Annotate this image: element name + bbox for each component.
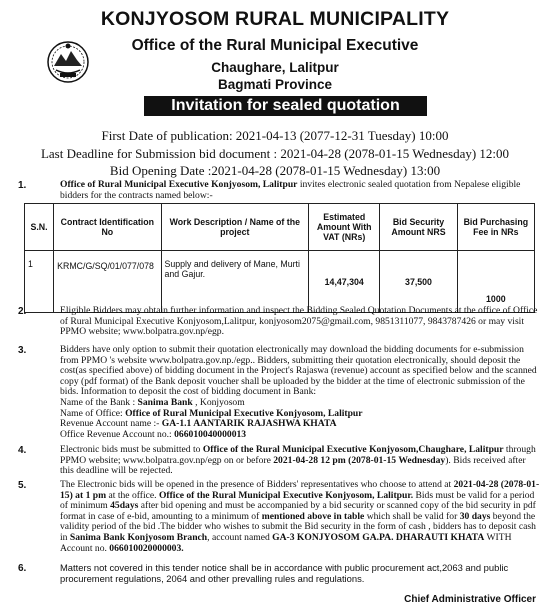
text-fragment: , account named xyxy=(207,531,273,543)
office-title: Office of the Rural Municipal Executive xyxy=(131,37,419,54)
invitation-banner: Invitation for sealed quotation xyxy=(144,96,427,116)
bold-fragment: 2021-04-28 12 pm (2078-01-15 Wednesday xyxy=(273,454,446,466)
column-header-estimated-amount: Estimated Amount With VAT (NRs) xyxy=(309,204,380,251)
text-fragment: through PPMO website; www.bolpatra.gov.np/egp on or before xyxy=(60,444,536,466)
revenue-account-name: GA-1.1 AANTARIK RAJASHWA KHATA xyxy=(161,418,337,430)
bold-fragment: Sanima Bank Konjyosom Branch xyxy=(69,531,208,543)
text-fragment: Bids must be valid for a period of minimum xyxy=(60,489,535,512)
submission-paragraph xyxy=(60,345,540,440)
section-number: 1. xyxy=(18,180,27,191)
submission-text: Bidders have only option to submit their quotation electronically may download the bidding documents for e-submission from PPMO 's website www.bolpatra.gov.np./egp.. Bidders, submitting their quotation electronically, should deposit the cost(as specified above) of bidding document in the Project's Rajaswa (revenue) account as specified below and the scanned copy (pdf format) of the Bank deposit voucher shall be uploaded by the bidder at the time of electronic submission of the bids. Information to deposit the cost of bidding document in Bank: xyxy=(60,344,537,398)
bold-fragment: 30 days xyxy=(459,510,491,522)
column-header-bid-security: Bid Security Amount NRS xyxy=(380,204,457,251)
e-submission-paragraph xyxy=(60,445,540,477)
text-fragment: WITH Account no. xyxy=(60,531,512,554)
section-number: 2. xyxy=(18,306,27,317)
revenue-account-number: 066010040000013 xyxy=(174,428,247,440)
bold-fragment: mentioned above in table xyxy=(261,510,365,522)
revenue-name-label: Revenue Account name :- xyxy=(60,418,162,430)
text-fragment: The Electronic bids will be opened in the presence of Bidders' representatives who choose to attend at xyxy=(60,479,454,490)
office-value: Office of Rural Municipal Executive Konjyosom, Lalitpur xyxy=(125,407,363,419)
section-number: 3. xyxy=(18,345,27,356)
office-label: Name of Office: xyxy=(60,407,126,419)
bold-fragment: 2021-04-28 (2078-01-15) at 1 pm xyxy=(60,479,540,501)
table-header-row xyxy=(25,204,535,251)
bank-suffix: , Konjyosom xyxy=(192,396,245,408)
contracts-table xyxy=(24,203,535,313)
bid-opening-date: Bid Opening Date :2021-04-28 (2078-01-15 Wednesday) 13:00 xyxy=(109,163,441,178)
cell-description: Supply and delivery of Mane, Murti and Gajur. xyxy=(161,251,309,313)
section-number: 5. xyxy=(18,480,27,491)
column-header-description: Work Description / Name of the project xyxy=(161,204,309,251)
bank-name: Sanima Bank xyxy=(137,396,193,408)
column-header-contract-id: Contract Identification No xyxy=(54,204,161,251)
publication-date: First Date of publication: 2021-04-13 (2077-12-31 Tuesday) 10:00 xyxy=(101,128,449,143)
text-fragment: ). Bids received after this deadline will be rejected. xyxy=(60,454,526,477)
cell-bid-security: 37,500 xyxy=(380,251,457,313)
location-text: Chaughare, Lalitpur xyxy=(211,60,339,75)
invitation-paragraph xyxy=(60,180,540,201)
submission-deadline: Last Deadline for Submission bid document : 2021-04-28 (2078-01-15 Wednesday) 12:00 xyxy=(40,146,510,161)
section-number: 4. xyxy=(18,445,27,456)
text-fragment: beyond the validity period of the bid .The bidder who wishes to submit the Bid security in the form of cash , bidders has to deposit cash in xyxy=(60,510,536,543)
bold-fragment: Office of the Rural Municipal Executive Konjyosom, Lalitpur. xyxy=(158,489,414,501)
column-header-purchase-fee: Bid Purchasing Fee in NRs xyxy=(457,204,534,251)
bold-fragment: Office of the Rural Municipal Executive Konjyosom,Chaughare, Lalitpur xyxy=(202,444,504,455)
cell-purchase-fee: 1000 xyxy=(457,251,534,313)
cell-sn: 1 xyxy=(25,251,54,313)
bank-label: Name of the Bank : xyxy=(60,396,138,408)
invitation-text: invites electronic sealed quotation from Nepalese eligible bidders for the contracts named below:- xyxy=(60,179,521,201)
table-row xyxy=(25,251,535,313)
bold-fragment: 45days xyxy=(110,500,139,512)
bold-fragment: GA-3 KONJYOSOM GA.PA. DHARAUTI KHATA xyxy=(272,531,485,543)
bid-opening-paragraph xyxy=(60,480,540,554)
text-fragment: at the office. xyxy=(106,489,159,501)
legal-paragraph: Matters not covered in this tender notice shall be in accordance with public procurement act,2063 and public procurement regulations, 2064 and other prevalling rules and regulations. xyxy=(60,562,509,584)
province-text: Bagmati Province xyxy=(217,77,333,92)
cell-estimated-amount: 14,47,304 xyxy=(309,251,380,313)
bold-fragment: 066010020000003. xyxy=(109,542,184,554)
text-fragment: Electronic bids must be submitted to xyxy=(60,444,203,455)
text-fragment: after bid opening and must be accompanied by a bid security or scanned copy of the bid security in pdf format in case of e-bid, amounting to a minimum of xyxy=(60,500,536,522)
revenue-number-label: Office Revenue Account no.: xyxy=(60,428,175,440)
municipality-title: KONJYOSOM RURAL MUNICIPALITY xyxy=(100,8,450,30)
info-paragraph: Eligible Bidders may obtain further information and inspect the Bidding Sealed Quotation Documents at the office of Office of Rural Municipal Executive Konjyosom,Lalitpur, konjyosom2075@gmail.com, 9851311077, 9843787426 or may visit PPMO website; www.bolpatra.gov.np/egp. xyxy=(60,305,538,338)
column-header-sn: S.N. xyxy=(25,204,54,251)
office-name: Office of Rural Municipal Executive Konjyosom, Lalitpur xyxy=(60,179,298,190)
section-number: 6. xyxy=(18,563,27,574)
cell-contract-id: KRMC/G/SQ/01/077/078 xyxy=(54,251,161,313)
signature-title: Chief Administrative Officer xyxy=(404,594,536,605)
text-fragment: which shall be valid for xyxy=(364,510,460,522)
